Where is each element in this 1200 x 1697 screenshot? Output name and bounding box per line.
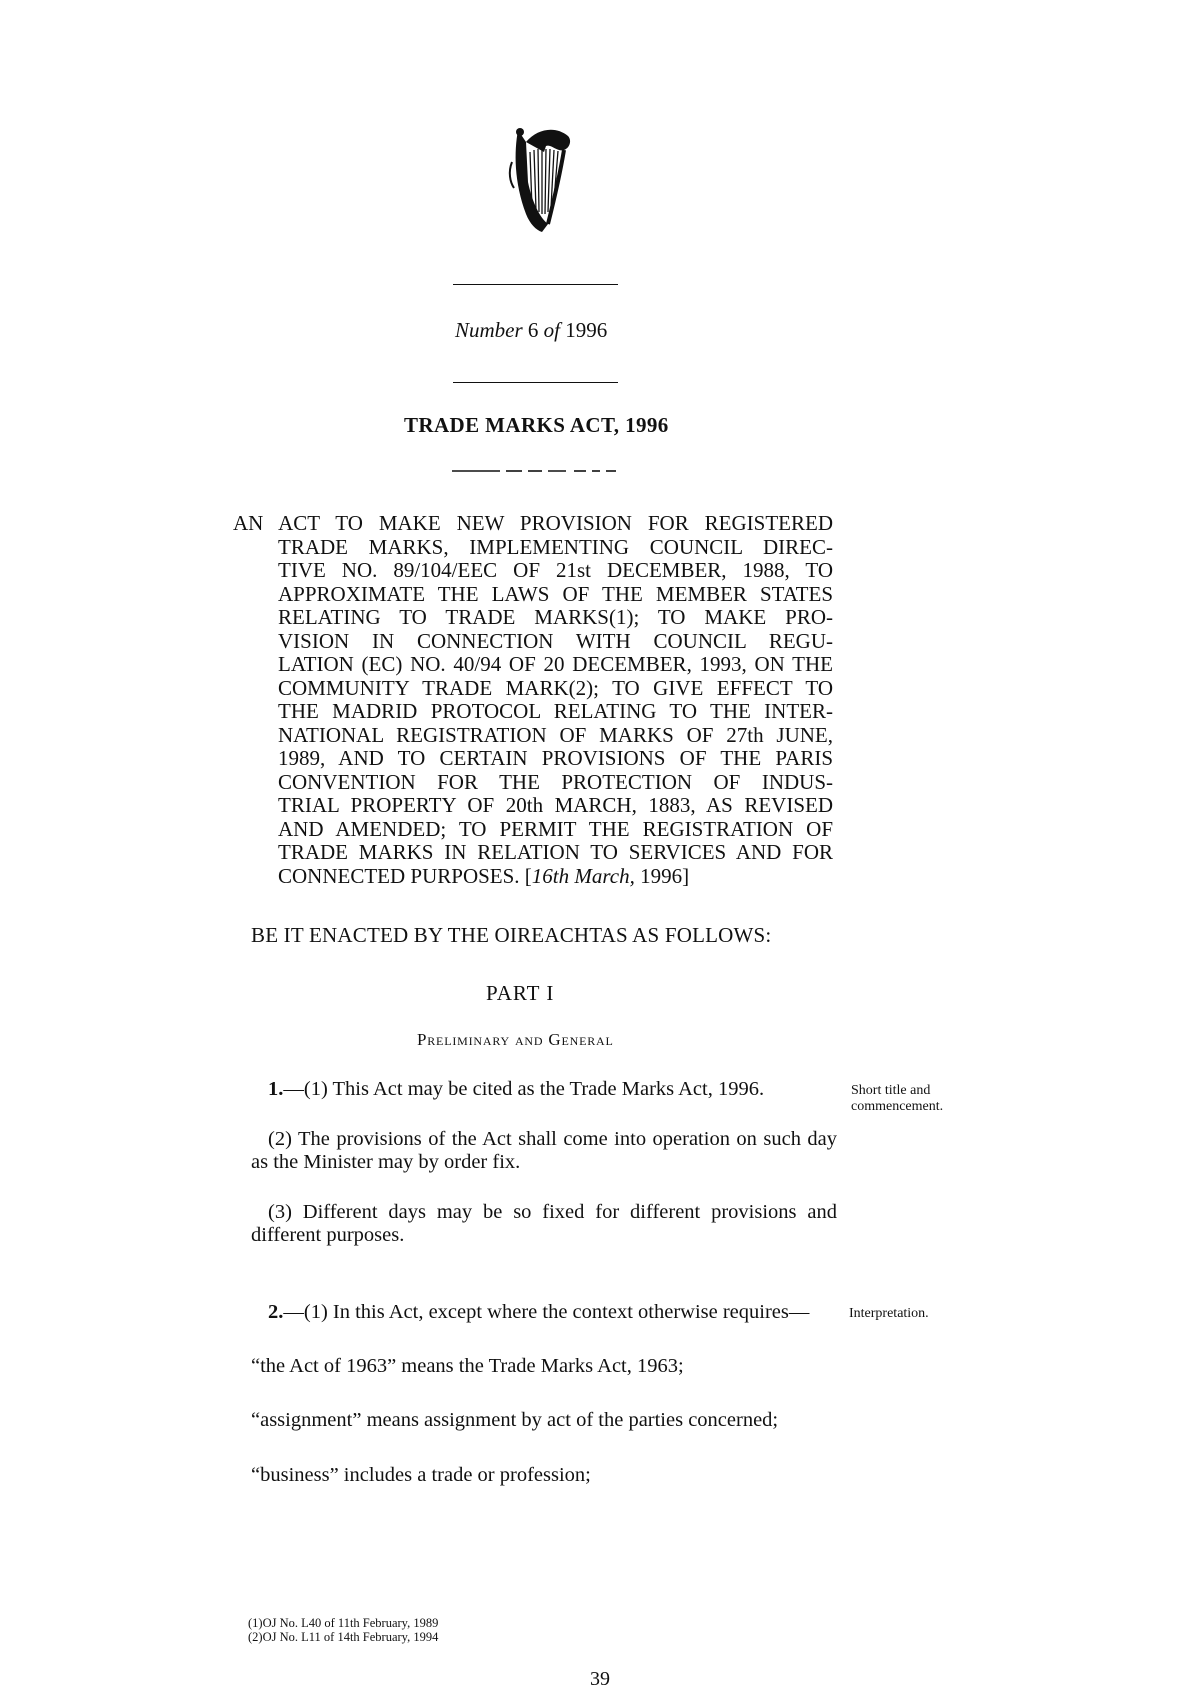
enacting-formula: BE IT ENACTED BY THE OIREACHTAS AS FOLLOWS: — [251, 923, 772, 947]
footnotes — [248, 1616, 438, 1644]
act-number — [400, 318, 800, 343]
act-number-year: 1996 — [565, 318, 608, 342]
long-title-line: TRADE MARKS IN RELATION TO SERVICES AND FOR — [278, 840, 833, 864]
section-1-sub-3 — [251, 1201, 837, 1247]
long-title-line: LATION (EC) NO. 40/94 OF 20 DECEMBER, 1993, ON THE — [278, 652, 833, 676]
margin-note-interpretation: Interpretation. — [849, 1306, 929, 1321]
long-title-last-text: CONNECTED PURPOSES. — [278, 863, 520, 888]
section-dash: — — [283, 1301, 304, 1323]
section-1-sub-2 — [251, 1128, 837, 1174]
harp-crest-icon — [508, 122, 574, 234]
act-number-prefix: Number — [455, 318, 523, 342]
date-year: 1996 — [640, 863, 683, 888]
long-title-line: AN ACT TO MAKE NEW PROVISION FOR REGISTERED — [233, 511, 833, 535]
page-number: 39 — [590, 1668, 610, 1690]
long-title-line: APPROXIMATE THE LAWS OF THE MEMBER STATES — [278, 581, 833, 606]
date-bracket-open: [ — [524, 863, 532, 888]
definition-business: “business” includes a trade or profession; — [251, 1464, 591, 1486]
long-title-line: THE MADRID PROTOCOL RELATING TO THE INTER- — [278, 699, 833, 723]
long-title — [233, 512, 833, 888]
footnote-2: (2)OJ No. L11 of 14th February, 1994 — [248, 1630, 439, 1644]
rule-top — [453, 284, 618, 285]
rule-middle — [453, 382, 618, 383]
long-title-line: COMMUNITY TRADE MARK(2); TO GIVE EFFECT TO — [278, 675, 833, 700]
margin-note-short-title: Short title and commencement. — [851, 1083, 944, 1114]
dashed-separator — [450, 469, 618, 473]
long-title-last-line — [278, 865, 833, 889]
long-title-line: VISION IN CONNECTION WITH COUNCIL REGU- — [278, 628, 833, 653]
section-2-sub-1 — [268, 1301, 843, 1324]
date-of-passing: 16th March, — [531, 863, 635, 888]
act-title: TRADE MARKS ACT, 1996 — [404, 413, 669, 437]
section-1-sub-1 — [268, 1078, 828, 1101]
section-number: 1. — [268, 1078, 284, 1100]
section-text: (3) Different days may be so fixed for different provisions and different purposes. — [251, 1201, 837, 1246]
long-title-line: 1989, AND TO CERTAIN PROVISIONS OF THE PARIS — [278, 746, 833, 770]
date-bracket-close: ] — [682, 863, 690, 888]
long-title-line: RELATING TO TRADE MARKS(1); TO MAKE PRO- — [278, 605, 833, 629]
part-subtitle: Preliminary and General — [417, 1030, 614, 1049]
act-number-of: of — [543, 318, 561, 342]
section-text: (1) This Act may be cited as the Trade Marks Act, 1996. — [303, 1078, 765, 1100]
act-number-value: 6 — [527, 318, 539, 342]
footnote-1: (1)OJ No. L40 of 11th February, 1989 — [248, 1616, 439, 1630]
long-title-line: NATIONAL REGISTRATION OF MARKS OF 27th JUNE, — [278, 722, 833, 747]
long-title-line: TRADE MARKS, IMPLEMENTING COUNCIL DIREC- — [278, 534, 833, 559]
long-title-line: TIVE NO. 89/104/EEC OF 21st DECEMBER, 1988, TO — [278, 558, 833, 582]
section-text: (1) In this Act, except where the context otherwise requires— — [303, 1301, 810, 1323]
definition-act-1963: “the Act of 1963” means the Trade Marks Act, 1963; — [251, 1355, 684, 1377]
section-dash: — — [283, 1078, 304, 1100]
section-number: 2. — [268, 1301, 284, 1323]
definition-assignment: “assignment” means assignment by act of the parties concerned; — [251, 1409, 779, 1431]
section-text: (2) The provisions of the Act shall come into operation on such day as the Minister may by order fix. — [251, 1128, 837, 1173]
long-title-line: AND AMENDED; TO PERMIT THE REGISTRATION OF — [278, 816, 833, 841]
long-title-line: TRIAL PROPERTY OF 20th MARCH, 1883, AS REVISED — [278, 793, 833, 817]
part-heading: PART I — [486, 981, 555, 1005]
long-title-line: CONVENTION FOR THE PROTECTION OF INDUS- — [278, 769, 833, 794]
